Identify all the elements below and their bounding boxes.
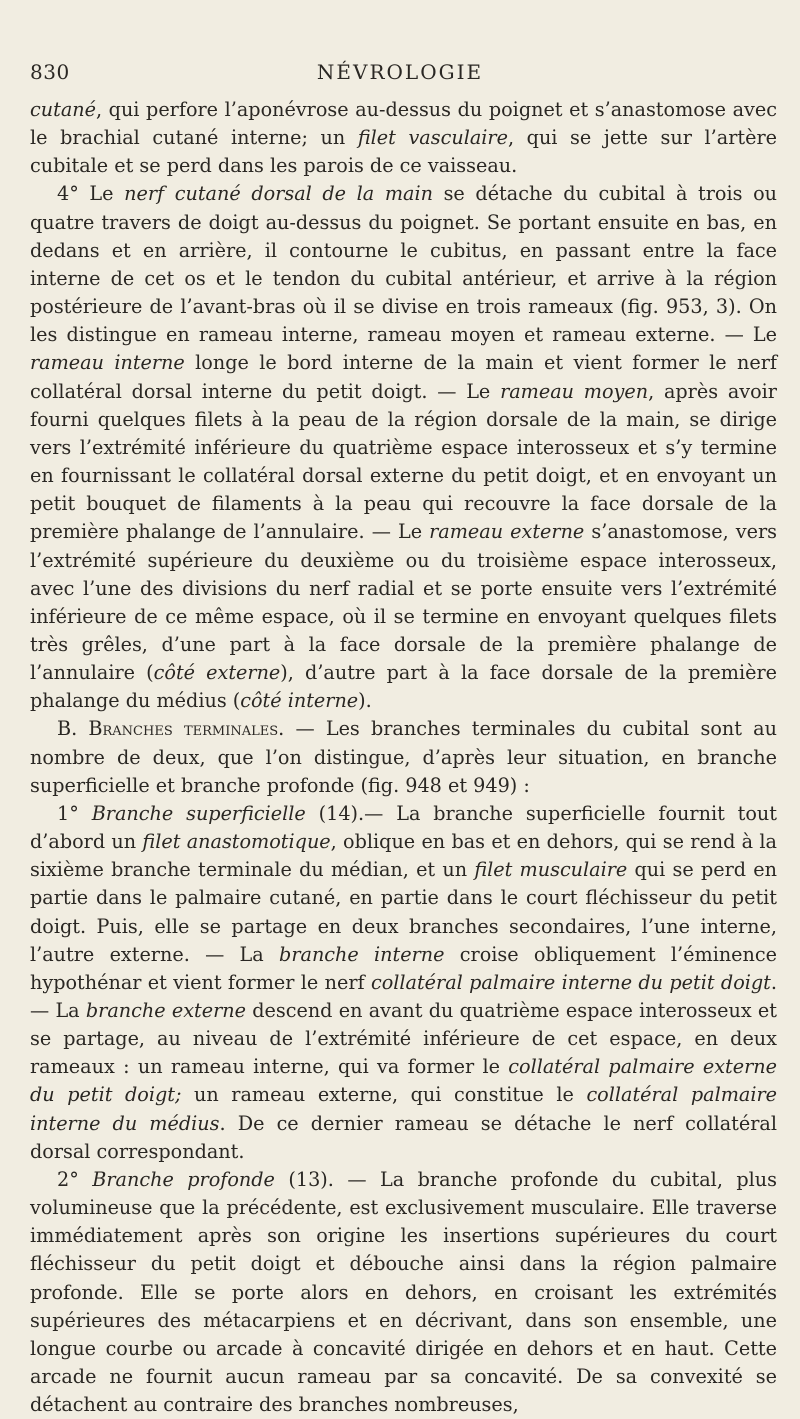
text-run: un rameau externe, qui constitue le [181, 1083, 587, 1107]
paragraph [30, 715, 777, 799]
italic-term: filet musculaire [474, 858, 628, 882]
italic-term: cutané [30, 98, 96, 121]
text-run: B. [57, 717, 89, 741]
paragraph [30, 800, 777, 1166]
paragraph [30, 96, 777, 180]
italic-term: filet anastomotique [142, 830, 331, 854]
italic-term: collatéral palmaire interne du médius [30, 1083, 777, 1135]
text-run: ). [358, 689, 372, 713]
text-run: descend en avant du quatrième espace interosseux et se partage, au niveau de l’extrémité inférieure de cet espace, en deux rameaux : un rameau interne, qui va former le [30, 999, 777, 1079]
italic-term: rameau externe [429, 520, 585, 544]
text-run: , après avoir fourni quelques filets à la peau de la région dorsale de la main, se dirige vers l’extrémité inférieure du quatrième espace interosseux et s’y termine en fournissant le collatéral dorsal externe du petit doigt, et en envoyant un petit bouquet de filaments à la peau qui recouvre la face dorsale de la première phalange de l’annulaire. — Le [30, 379, 777, 544]
text-run: ), d’autre part à la face dorsale de la première phalange du médius ( [30, 661, 777, 713]
text-run: , oblique en bas et en dehors, qui se rend à la sixième branche terminale du médian, et un [30, 830, 777, 882]
italic-term: Branche superficielle [91, 801, 306, 825]
section-heading: Branches terminales. [88, 717, 285, 741]
italic-term: rameau moyen [500, 379, 649, 403]
text-run: (14).— La branche superficielle fournit tout d’abord un [30, 801, 778, 854]
italic-term: Branche profonde [92, 1167, 275, 1191]
text-run: . — La [30, 970, 777, 1022]
text-run: s’anastomose, vers l’extrémité supérieure du deuxième ou du troisième espace interosseux, avec l’une des divisions du nerf radial et se porte ensuite vers l’extrémité inférieure de ce même espace, où il se termine en envoyant quelques filets très grêles, d’une part à la face dorsale de la première phalange de l’annulaire ( [30, 520, 777, 685]
text-run: , qui perfore l’aponévrose au-dessus du poignet et s’anastomose avec le brachial cutané interne; un [30, 98, 777, 150]
italic-term: collatéral palmaire interne du petit doigt [370, 970, 771, 994]
italic-term: branche interne [279, 942, 445, 966]
text-run: (13). — La branche profonde du cubital, plus volumineuse que la précédente, est exclusivement musculaire. Elle traverse immédiatement après son origine les insertions supérieures du court fléchisseur du petit doigt et débouche ainsi dans la région palmaire profonde. Elle se porte alors en dehors, en croisant les extrémités supérieures des métacarpiens et en décrivant, dans son ensemble, une longue courbe ou arcade à concavité dirigée en dehors et en haut. Cette arcade ne fournit aucun rameau par sa concavité. De sa convexité se détachent au contraire des branches nombreuses, [30, 1167, 777, 1417]
text-run: se détache du cubital à trois ou quatre travers de doigt au-dessus du poignet. Se portant ensuite en bas, en dedans et en arrière, il contourne le cubitus, en passant entre la face interne de cet os et le tendon du cubital antérieur, et arrive à la région postérieure de l’avant-bras où il se divise en trois rameaux (fig. 953, 3). On les distingue en rameau interne, rameau moyen et rameau externe. — Le [30, 182, 777, 347]
text-run: 4° Le [57, 182, 125, 206]
italic-term: collatéral palmaire externe du petit doigt; [30, 1055, 777, 1107]
text-run: croise obliquement l’éminence hypothénar et vient former le nerf [30, 942, 778, 994]
text-run: 2° [57, 1167, 93, 1191]
running-title: NÉVROLOGIE [316, 60, 484, 84]
text-run: longe le bord interne de la main et vient former le nerf collatéral dorsal interne du petit doigt. — Le [30, 351, 777, 403]
text-run: . De ce dernier rameau se détache le nerf collatéral dorsal correspondant. [30, 1111, 777, 1163]
text-run: qui se perd en partie dans le palmaire cutané, en partie dans le court fléchisseur du petit doigt. Puis, elle se partage en deux branches secondaires, l’une interne, l’autre externe. — La [30, 858, 777, 966]
paragraph [30, 180, 777, 715]
page-number: 830 [30, 60, 70, 84]
italic-term: filet vasculaire [357, 126, 508, 150]
text-run: 1° [57, 801, 92, 825]
text-run: , qui se jette sur l’artère cubitale et se perd dans les parois de ce vaisseau. [30, 126, 777, 178]
italic-term: côté externe [153, 661, 281, 685]
italic-term: nerf cutané dorsal de la main [124, 182, 433, 206]
body-text [30, 96, 777, 1419]
paragraph [30, 1166, 777, 1419]
italic-term: côté interne [240, 689, 359, 713]
italic-term: rameau interne [30, 351, 185, 375]
text-run: — Les branches terminales du cubital sont au nombre de deux, que l’on distingue, d’après leur situation, en branche superficielle et branche profonde (fig. 948 et 949) : [30, 717, 777, 797]
italic-term: branche externe [85, 999, 246, 1022]
